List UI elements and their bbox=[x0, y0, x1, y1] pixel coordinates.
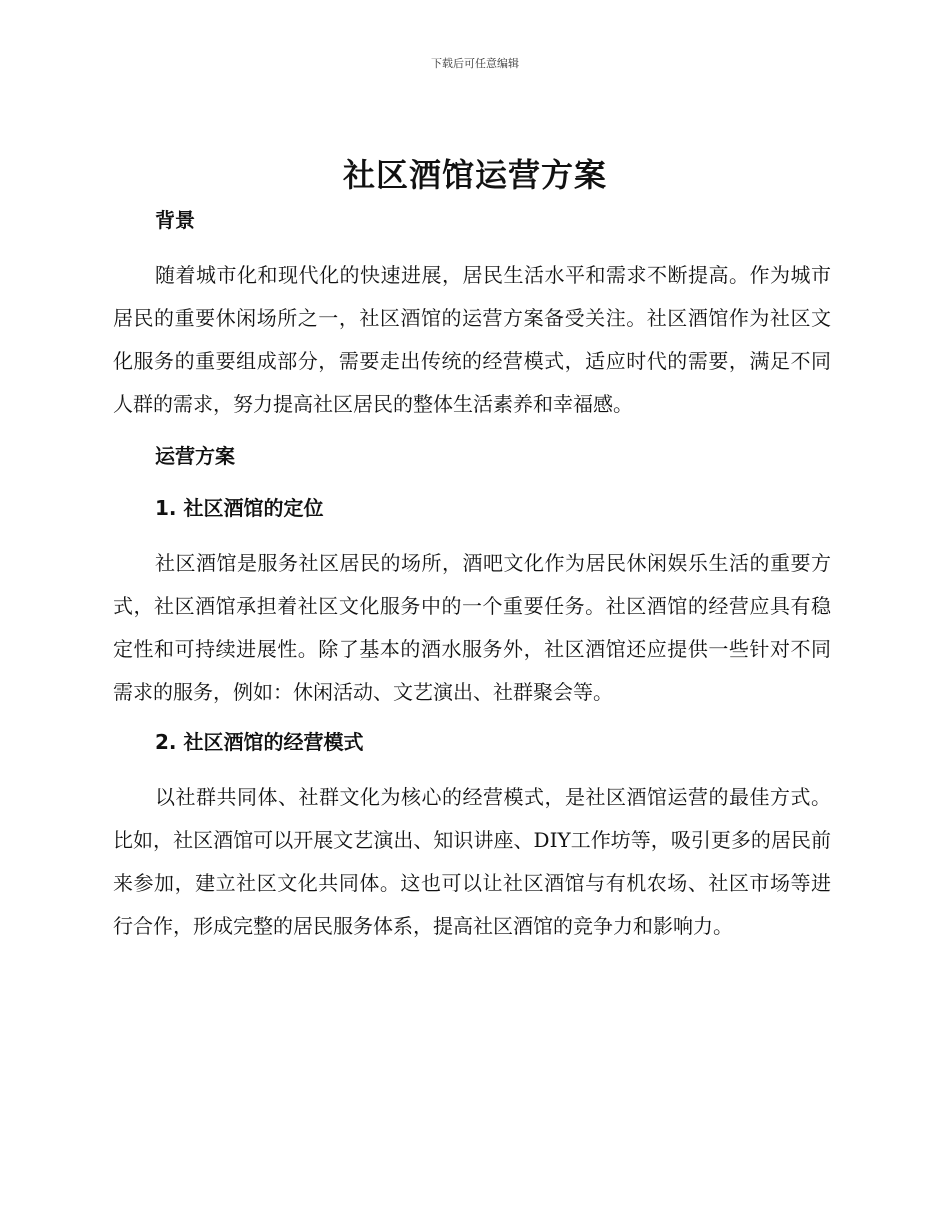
paragraph-background: 随着城市化和现代化的快速进展，居民生活水平和需求不断提高。作为城市居民的重要休闲场所之一，社区酒馆的运营方案备受关注。社区酒馆作为社区文化服务的重要组成部分，需要走出传统的经营模式，适应时代的需要，满足不同人群的需求，努力提高社区居民的整体生活素养和幸福感。 bbox=[113, 263, 831, 416]
section-heading-plan: 运营方案 bbox=[155, 444, 235, 468]
section-heading-model: 2. 社区酒馆的经营模式 bbox=[155, 730, 364, 754]
paragraph-positioning: 社区酒馆是服务社区居民的场所，酒吧文化作为居民休闲娱乐生活的重要方式，社区酒馆承担着社区文化服务中的一个重要任务。社区酒馆的经营应具有稳定性和可持续进展性。除了基本的酒水服务外，社区酒馆还应提供一些针对不同需求的服务，例如：休闲活动、文艺演出、社群聚会等。 bbox=[113, 551, 831, 704]
document-body bbox=[113, 200, 831, 956]
document-title: 社区酒馆运营方案 bbox=[342, 156, 607, 194]
paragraph-model: 以社群共同体、社群文化为核心的经营模式，是社区酒馆运营的最佳方式。比如，社区酒馆可以开展文艺演出、知识讲座、DIY工作坊等，吸引更多的居民前来参加，建立社区文化共同体。这也可以让社区酒馆与有机农场、社区市场等进行合作，形成完整的居民服务体系，提高社区酒馆的竞争力和影响力。 bbox=[113, 785, 831, 938]
section-heading-positioning: 1. 社区酒馆的定位 bbox=[155, 496, 324, 520]
header-note: 下载后可任意编辑 bbox=[431, 57, 519, 70]
section-heading-background: 背景 bbox=[155, 208, 195, 232]
